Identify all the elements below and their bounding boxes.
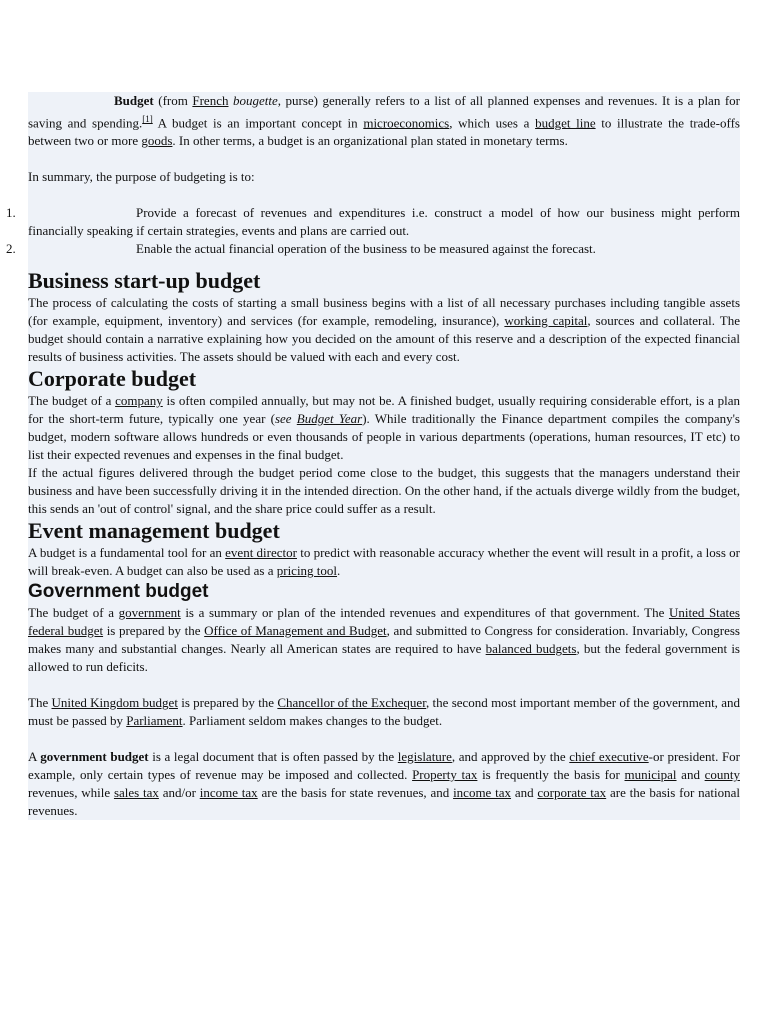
text: The budget of a <box>28 393 116 409</box>
text: , and submitted to Congress for consideration. Invariably, Congress makes many and substantial changes. Nearly all American states are required to have <box>28 623 740 657</box>
text: Enable the actual financial operation of the business to be measured against the forecast. <box>136 241 596 257</box>
link-working-capital[interactable]: working capital <box>504 313 588 329</box>
government-paragraph-3 <box>28 748 740 820</box>
term-government-budget: government budget <box>40 749 149 765</box>
summary-line: In summary, the purpose of budgeting is to: <box>28 169 255 185</box>
startup-paragraph <box>28 294 740 366</box>
list-item <box>6 240 740 258</box>
text: , sources and collateral. The budget should contain a narrative explaining how you decided on the amount of this reserve and a description of the expected financial results of business activities. The assets should be valued with each and every cost. <box>28 313 740 365</box>
link-sales-tax[interactable]: sales tax <box>113 785 159 801</box>
text: The process of calculating the costs of starting a small business begins with a list of all necessary purchases including tangible assets (for example, equipment, inventory) and services (for example, remodeling, insurance), <box>28 295 740 329</box>
text: , but the federal government is allowed to run deficits. <box>28 641 740 675</box>
text: revenues, while <box>28 785 114 801</box>
link-us-federal-budget[interactable]: United States federal budget <box>28 605 740 639</box>
text: to illustrate the trade-offs between two or more <box>28 115 740 149</box>
list-number: 2. <box>6 241 16 257</box>
text: A <box>28 749 41 765</box>
text: ). While traditionally the Finance department compiles the company's budget, modern software allows hundreds or even thousands of people in various departments (operations, human resources, IT etc) to list their expected revenues and expenses in the final budget. <box>28 411 740 463</box>
list-number: 1. <box>6 205 16 221</box>
link-chief-executive[interactable]: chief executive <box>569 749 649 765</box>
text: , which uses a <box>449 115 536 131</box>
text: to predict with reasonable accuracy whether the event will result in a profit, a loss or will break-even. A budget can also be used as a <box>28 545 740 579</box>
text: (from <box>153 93 193 108</box>
text: is a summary or plan of the intended revenues and expenditures of that government. The <box>180 605 669 621</box>
list-item <box>6 204 740 240</box>
term-budget: Budget <box>114 93 154 108</box>
link-company[interactable]: company <box>115 393 163 409</box>
link-county[interactable]: county <box>704 767 740 783</box>
text: A budget is a fundamental tool for an <box>28 545 226 561</box>
intro-paragraph <box>28 92 740 150</box>
link-income-tax-2[interactable]: income tax <box>453 785 512 801</box>
link-budget-line[interactable]: budget line <box>535 115 596 131</box>
link-goods[interactable]: goods <box>141 133 173 149</box>
term-bougette: bougette <box>233 93 278 108</box>
text: and/or <box>158 785 200 801</box>
link-event-director[interactable]: event director <box>225 545 297 561</box>
link-uk-budget[interactable]: United Kingdom budget <box>51 695 178 711</box>
reference-1[interactable]: [1] <box>142 114 153 124</box>
text: Provide a forecast of revenues and expenditures i.e. construct a model of how our business might perform financially speaking if certain strategies, events and plans are carried out. <box>28 205 740 239</box>
list-item-text <box>28 240 740 258</box>
link-balanced-budgets[interactable]: balanced budgets <box>485 641 577 657</box>
link-budget-year[interactable]: Budget Year <box>296 411 363 427</box>
heading-event: Event management budget <box>28 518 280 544</box>
link-municipal[interactable]: municipal <box>624 767 677 783</box>
government-paragraph-1 <box>28 604 740 676</box>
heading-corporate: Corporate budget <box>28 366 197 392</box>
see-text: see <box>274 411 297 427</box>
text: -or president. For example, only certain types of revenue may be imposed and collected. <box>28 749 741 783</box>
link-omb[interactable]: Office of Management and Budget <box>204 623 387 639</box>
link-pricing-tool[interactable]: pricing tool <box>276 563 338 579</box>
text: is often compiled annually, but may not be. A finished budget, usually requiring considerable effort, is a plan for the short-term future, typically one year ( <box>28 393 740 427</box>
government-paragraph-2 <box>28 694 740 730</box>
link-parliament[interactable]: Parliament <box>126 713 183 729</box>
text: , and approved by the <box>451 749 570 765</box>
link-chancellor[interactable]: Chancellor of the Exchequer <box>277 695 426 711</box>
link-income-tax[interactable]: income tax <box>199 785 258 801</box>
list-item-text <box>28 204 740 240</box>
text: are the basis for state revenues, and <box>257 785 454 801</box>
text: . Parliament seldom makes changes to the budget. <box>182 713 443 729</box>
link-french[interactable]: French <box>192 93 229 108</box>
text: . <box>337 563 341 579</box>
document-page <box>6 92 741 820</box>
text: and <box>511 785 538 801</box>
text: The budget of a <box>28 605 119 621</box>
text: A budget is an important concept in <box>152 115 364 131</box>
heading-startup: Business start-up budget <box>28 268 261 294</box>
reference-link[interactable] <box>142 113 153 125</box>
text: is prepared by the <box>177 695 278 711</box>
purpose-list <box>6 204 740 258</box>
text: , the second most important member of the government, and must be passed by <box>28 695 740 729</box>
text: are the basis for national revenues. <box>28 785 740 819</box>
link-corporate-tax[interactable]: corporate tax <box>537 785 607 801</box>
text: is frequently the basis for <box>477 767 625 783</box>
text: is prepared by the <box>103 623 205 639</box>
event-paragraph <box>28 544 740 580</box>
heading-government: Government budget <box>28 581 209 603</box>
text: , purse) generally refers to a list of all planned expenses and revenues. It is a plan for saving and spending. <box>28 93 740 131</box>
corporate-paragraph-2: If the actual figures delivered through the budget period come close to the budget, this suggests that the managers understand their business and have been successfully driving it in the intended direction. On the other hand, if the actuals diverge wildly from the budget, this sends an 'out of control' signal, and the share price could suffer as a result. <box>28 465 740 517</box>
link-government[interactable]: government <box>118 605 181 621</box>
corporate-paragraph-1 <box>28 392 740 464</box>
text: is a legal document that is often passed by the <box>148 749 398 765</box>
link-legislature[interactable]: legislature <box>397 749 452 765</box>
text: . In other terms, a budget is an organizational plan stated in monetary terms. <box>172 133 568 149</box>
text: and <box>676 767 705 783</box>
text: The <box>28 695 52 711</box>
link-microeconomics[interactable]: microeconomics <box>363 115 450 131</box>
link-property-tax[interactable]: Property tax <box>412 767 478 783</box>
